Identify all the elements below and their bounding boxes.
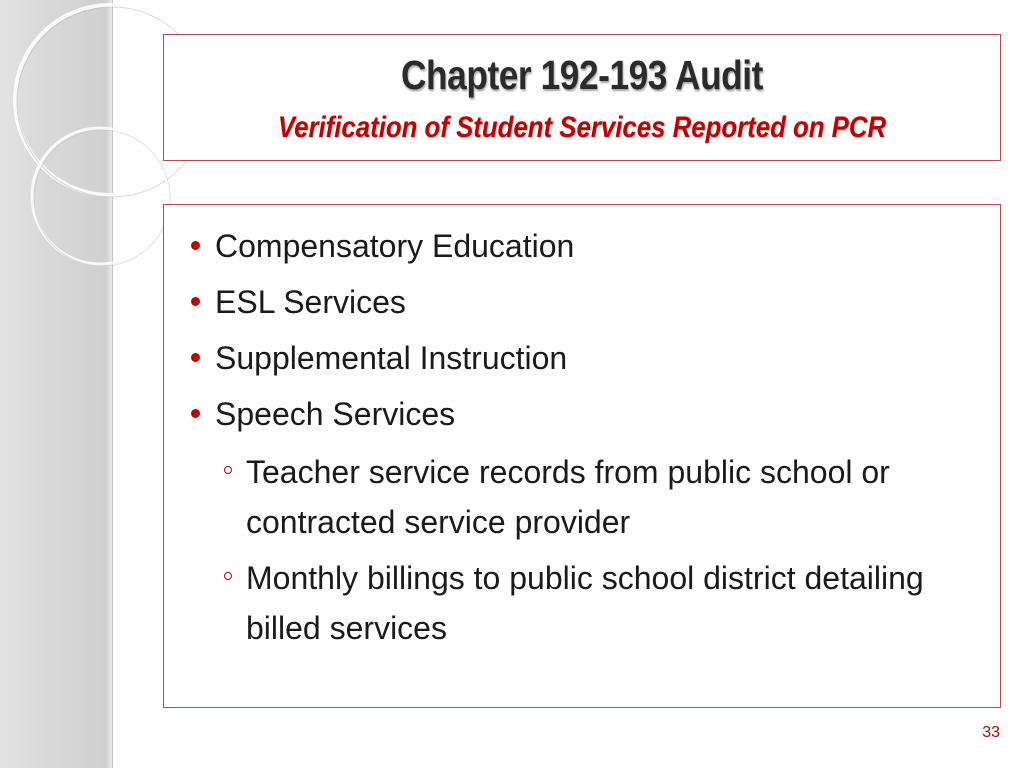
sub-bullet-text: Teacher service records from public school or contracted service provider <box>246 454 890 540</box>
bullet-item <box>215 391 455 437</box>
bullet-dot-icon <box>191 353 200 362</box>
bullet-dot-icon <box>191 241 200 250</box>
bullet-text: Compensatory Education <box>215 228 575 264</box>
bullet-dot-icon <box>191 409 200 418</box>
slide-subtitle: Verification of Student Services Reported on PCR <box>277 111 887 144</box>
bullet-item <box>215 279 406 325</box>
sub-bullet-item <box>246 553 946 653</box>
sub-bullet-text: Monthly billings to public school district detailing billed services <box>246 560 924 646</box>
sub-bullet-ring-icon <box>224 466 232 474</box>
sub-bullet-item <box>246 447 946 547</box>
bullet-item <box>215 335 567 381</box>
bullet-text: Supplemental Instruction <box>215 340 568 376</box>
page-number: 33 <box>982 724 1000 741</box>
sub-bullet-ring-icon <box>224 572 232 580</box>
title-box <box>163 34 1001 161</box>
bullet-dot-icon <box>191 297 200 306</box>
slide-title: Chapter 192-193 Audit <box>401 52 763 98</box>
bullet-item <box>215 223 574 269</box>
bullet-text: ESL Services <box>215 284 406 320</box>
bullet-text: Speech Services <box>215 396 456 432</box>
content-box <box>163 204 1001 708</box>
